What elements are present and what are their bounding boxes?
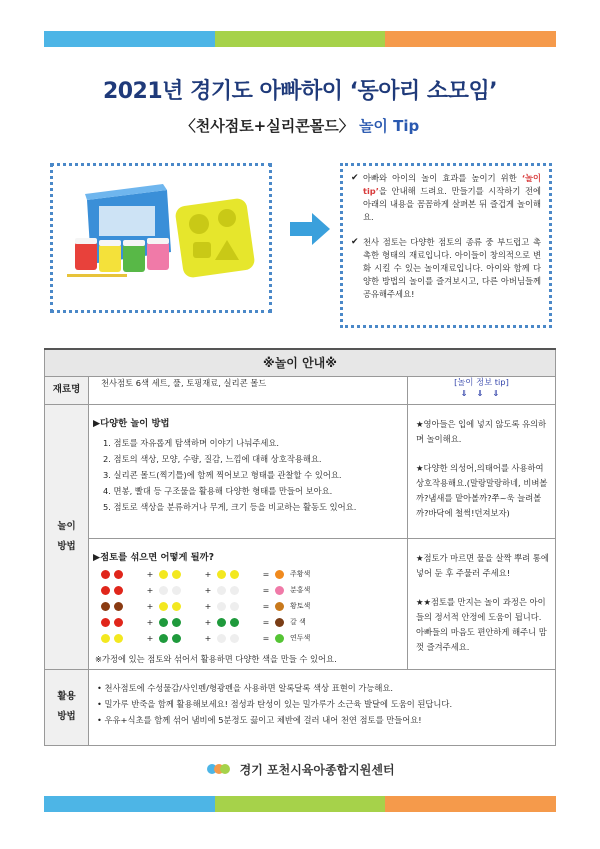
- result-color-dot: [275, 570, 284, 579]
- play-method-list: [89, 435, 407, 515]
- intro-info-box: [340, 163, 552, 328]
- tip-note: ★영아들은 입에 넣지 않도록 유의하며 놀이해요.: [416, 418, 547, 444]
- clay-color-dot: [172, 570, 181, 579]
- list-item: • 우유+식초를 함께 섞어 냄비에 5분정도 끓이고 체반에 걸러 내어 천연 점토를 만들어요!: [97, 712, 555, 728]
- clay-color-dot: [230, 634, 239, 643]
- clay-set-and-mold-illustration: [67, 182, 257, 302]
- clay-color-dot: [101, 570, 110, 579]
- intro-paragraph-1: [351, 172, 541, 224]
- clay-color-dot: [217, 602, 226, 611]
- clay-color-dot: [159, 586, 168, 595]
- right-arrow-icon: [290, 213, 330, 249]
- equals-sign: =: [262, 617, 270, 627]
- clay-color-dot: [101, 618, 110, 627]
- color-mixing-cell: [89, 538, 408, 669]
- intro-paragraph-2: [351, 236, 541, 301]
- list-item: • 밀가루 반죽을 함께 활용해보세요! 점성과 탄성이 있는 밀가루가 소근육 발달에 도움이 된답니다.: [97, 696, 555, 712]
- clay-color-dot: [230, 586, 239, 595]
- clay-color-dot: [114, 570, 123, 579]
- clay-color-dot: [159, 618, 168, 627]
- tip-header-label: [놀이 정보 tip]: [454, 376, 509, 387]
- equals-sign: =: [262, 585, 270, 595]
- clay-color-dot: [217, 570, 226, 579]
- color-mix-row: [99, 569, 310, 585]
- plus-sign: +: [146, 585, 154, 595]
- label-line: 방법: [57, 711, 76, 722]
- clay-color-dot: [172, 586, 181, 595]
- result-color-name: 갈 색: [290, 617, 306, 626]
- footer-org-name: 경기 포천시육아종합지원센터: [239, 763, 395, 777]
- list-item: 5. 점토로 색상을 분류하거나 무게, 크기 등을 비교하는 활동도 있어요.: [103, 501, 357, 512]
- list-item: 3. 실리콘 몰드(찍기틀)에 함께 찍어보고 형태를 관찰할 수 있어요.: [103, 469, 342, 480]
- plus-sign: +: [146, 633, 154, 643]
- tip-header: [408, 376, 556, 404]
- result-color-dot: [275, 618, 284, 627]
- use-methods-cell: [89, 669, 556, 745]
- plus-sign: +: [146, 601, 154, 611]
- label-line: 활용: [57, 691, 76, 702]
- plus-sign: +: [204, 617, 212, 627]
- clay-color-dot: [159, 634, 168, 643]
- intro-text-part: 아빠와 아이의 놀이 효과를 높이기 위한: [363, 173, 522, 183]
- page-subtitle: [0, 115, 600, 136]
- down-arrows-icon: ⇓ ⇓ ⇓: [460, 387, 503, 398]
- clay-color-dot: [217, 586, 226, 595]
- result-color-dot: [275, 586, 284, 595]
- equals-sign: =: [262, 633, 270, 643]
- top-color-bar: [44, 31, 556, 47]
- clay-color-dot: [172, 602, 181, 611]
- plus-sign: +: [204, 601, 212, 611]
- subtitle-tip: 놀이 Tip: [358, 117, 420, 135]
- equals-sign: =: [262, 601, 270, 611]
- check-icon: ✔: [351, 237, 359, 247]
- play-methods-cell: [89, 404, 408, 538]
- result-color-name: 분홍색: [290, 585, 311, 594]
- color-mix-row: [99, 633, 310, 649]
- intro-text-part: 을 안내해 드려요. 만들기를 시작하기 전에 아래의 내용을 꼼꼼하게 살펴본 뒤 즐겁게 놀이해요.: [363, 186, 541, 222]
- clay-color-dot: [114, 602, 123, 611]
- plus-sign: +: [204, 633, 212, 643]
- footer: [0, 760, 600, 781]
- mix-note: ※가정에 있는 점토와 섞어서 활용하면 다양한 색을 만들 수 있어요.: [95, 653, 337, 664]
- clay-color-dot: [114, 618, 123, 627]
- clay-color-dot: [101, 634, 110, 643]
- center-logo-icon: [205, 760, 231, 781]
- tip-note: ★다양한 의성어,의태어를 사용하여 상호작용해요.(말랑말랑하네, 비벼볼까?냄새를 맡아볼까?쭈~욱 늘려볼까?바닥에 철썩!던져보자): [416, 462, 548, 518]
- clay-color-dot: [101, 602, 110, 611]
- materials-text: 천사점토 6색 세트, 풀, 토핑재료, 실리콘 몰드: [89, 376, 408, 404]
- clay-color-dot: [230, 570, 239, 579]
- plus-sign: +: [204, 569, 212, 579]
- clay-color-dot: [217, 618, 226, 627]
- play-method-label: [45, 404, 89, 669]
- page-title: 2021년 경기도 아빠하이 ‘동아리 소모임’: [102, 79, 498, 104]
- clay-color-dot: [101, 586, 110, 595]
- label-line: 놀이: [57, 520, 76, 532]
- bottom-color-bar: [44, 796, 556, 812]
- result-color-dot: [275, 634, 284, 643]
- play-tip-cell-2: [408, 538, 556, 669]
- use-method-label: [45, 669, 89, 745]
- plus-sign: +: [146, 617, 154, 627]
- clay-color-dot: [159, 570, 168, 579]
- list-item: 1. 점토를 자유롭게 탐색하며 이야기 나눠주세요.: [103, 437, 280, 448]
- plus-sign: +: [204, 585, 212, 595]
- result-color-name: 주황색: [290, 569, 311, 578]
- list-item: • 천사점토에 수성물감/사인펜/형광펜을 사용하면 알록달록 색상 표현이 가능해요.: [97, 680, 555, 696]
- intro-text: 천사 점토는 다양한 점토의 종류 중 부드럽고 촉촉한 형태의 재료입니다. 아이들이 창의적으로 변화 시킬 수 있는 놀이재료입니다. 아이와 함께 다양한 방법의 놀이를 즐겨보시고, 다른 아버님들께 공유해주세요!: [363, 237, 541, 299]
- clay-color-dot: [230, 602, 239, 611]
- result-color-name: 황토색: [290, 601, 311, 610]
- list-item: 2. 점토의 색상, 모양, 수량, 질감, 느낌에 대해 상호작용해요.: [103, 453, 322, 464]
- clay-color-dot: [159, 602, 168, 611]
- intro-highlight: ‘놀이 tip’: [363, 173, 541, 196]
- play-guide-table: [44, 348, 556, 746]
- materials-label: 재료명: [45, 376, 89, 404]
- play-tip-cell-1: [408, 404, 556, 538]
- color-mix-table: [99, 569, 310, 649]
- clay-color-dot: [217, 634, 226, 643]
- tip-note: ★점토가 마르면 물을 살짝 뿌려 통에 넣어 둔 후 주물러 주세요!: [416, 552, 549, 578]
- clay-color-dot: [114, 634, 123, 643]
- clay-color-dot: [230, 618, 239, 627]
- section-title: ▶점토를 섞으면 어떻게 될까?: [93, 551, 215, 563]
- clay-color-dot: [114, 586, 123, 595]
- guide-header: ※놀이 안내※: [45, 349, 556, 376]
- list-item: 4. 면봉, 빨대 등 구조물을 활용해 다양한 형태를 만들어 보아요.: [103, 485, 333, 496]
- tip-note: ★★점토를 만지는 놀이 과정은 아이들의 정서적 안정에 도움이 됩니다. 아빠들의 마음도 편안하게 해주니 맘껏 즐겨주세요.: [416, 596, 547, 652]
- plus-sign: +: [146, 569, 154, 579]
- result-color-dot: [275, 602, 284, 611]
- label-line: 방법: [57, 540, 76, 552]
- section-title: ▶다양한 놀이 방법: [93, 417, 170, 429]
- product-photo-box: [50, 163, 272, 313]
- use-method-list: [89, 670, 555, 728]
- clay-color-dot: [172, 634, 181, 643]
- color-mix-row: [99, 601, 310, 617]
- subtitle-main: 〈천사점토+실리콘몰드〉: [180, 117, 354, 135]
- equals-sign: =: [262, 569, 270, 579]
- color-mix-row: [99, 617, 310, 633]
- result-color-name: 연두색: [290, 633, 311, 642]
- check-icon: ✔: [351, 173, 359, 183]
- clay-color-dot: [172, 618, 181, 627]
- color-mix-row: [99, 585, 310, 601]
